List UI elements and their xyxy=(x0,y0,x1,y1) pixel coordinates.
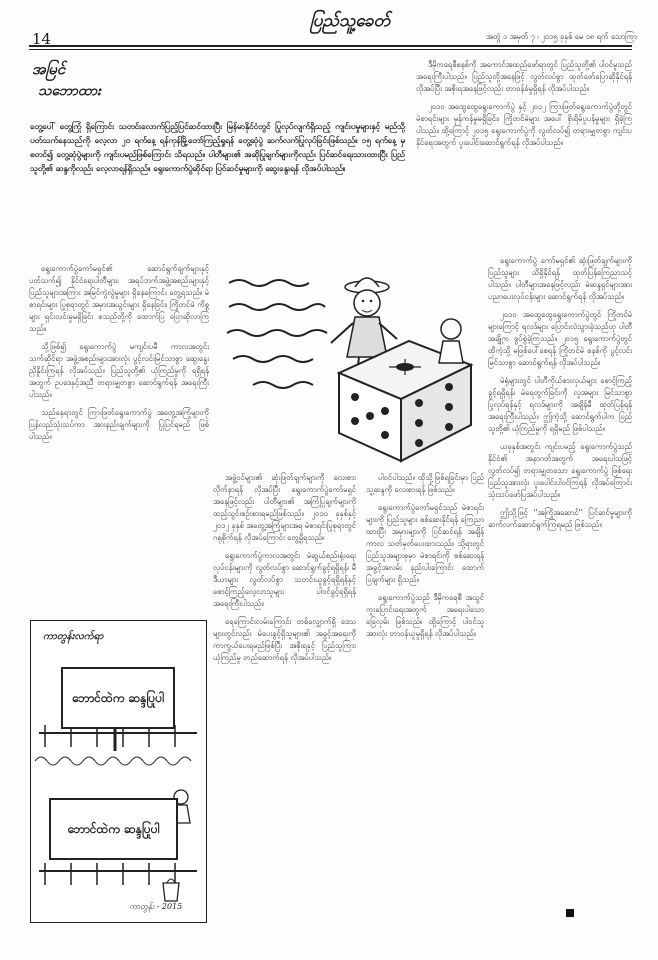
paragraph: ၂၀၁၀ အထွေထွေရွေးကောက်ပွဲတွင် ကြိုတင်မဲများကြောင့် ရလဒ်များ ပြောင်းလဲသွားခဲ့သည်ဟု ပါတီအချို့က စွပ်စွဲခဲ့ကြသည်။ ၂၀၁၅ ရွေးကောက်ပွဲတွင် ထိုကဲ့သို့ မဖြစ်ပေါ်စေရန် ကြိုတင်မဲ စနစ်ကို ပွင့်လင်းမြင်သာစွာ ဆောင်ရွက်ရန် လိုအပ်ပါသည်။ xyxy=(488,310,632,367)
paragraph: ဤသို့ဖြင့် ''အကြိုအဆောင်'' ပြင်ဆင်မှုများကို ဆက်လက်ဆောင်ရွက်ကြရမည် ဖြစ်သည်။ xyxy=(488,508,632,529)
fence-bottom xyxy=(39,863,197,885)
article-end-mark xyxy=(566,909,574,917)
paragraph: သည်နေရာတွင် ကြားဖြတ်ရွေးကောက်ပွဲ အတွေ့အကြုံများကို ပြန်လည်သုံးသပ်ကာ အားနည်းချက်များကို ပြုပြင်ရမည် ဖြစ်ပါသည်။ xyxy=(29,408,209,441)
paragraph: ရွေးကောက်ပွဲကာလအတွင်း မဲဆွယ်စည်းရုံးရေး လုပ်ငန်းများကို လွတ်လပ်စွာ ဆောင်ရွက်ခွင့်ရရှိရန်၊ မီဒီယာများ လွတ်လပ်စွာ သတင်းယူခွင့်ရရှိရန်နှင့် စောင့်ကြည့်လေ့လာသူများ ပါဝင်ခွင့်ရရှိရန် အရေးကြီးပါသည်။ xyxy=(213,551,356,608)
masthead-logo: ပြည်သူ့ခေတ် xyxy=(309,11,391,31)
body-column-4 xyxy=(488,255,632,926)
paragraph: ဒီမိုကရေစီစနစ်ကို အကောင်အထည်ဖော်ရာတွင် ပြည်သူတို့၏ ပါဝင်မှုသည် အရေးကြီးပါသည်။ ပြည်သူတို့အနေဖြင့် လွတ်လပ်စွာ ထုတ်ဖော်ပြောဆိုနိုင်ရန် လိုအပ်ပြီး အစိုးရအနေဖြင့်လည်း တာဝန်ခံမှုရှိရန် လိုအပ်ပါသည်။ xyxy=(416,60,632,93)
cartoonist-signature: ကာတွန်း - 2015 xyxy=(129,902,183,911)
paragraph: ပါဝင်ပါသည်။ ထိုသို့ဖြစ်ရခြင်းမှာ ပြည်သူ့ဆန္ဒကို လေးစားရန် ဖြစ်သည်။ xyxy=(366,473,484,494)
dice-cartoon xyxy=(219,263,481,469)
paragraph: ရွေးကောက်ပွဲကော်မရှင်၏ ဆောင်ရွက်ချက်များနှင့် ပတ်သက်၍ နိုင်ငံရေးပါတီများ၊ အရပ်ဘက်အဖွဲ့အစည်းများနှင့် ပြည်သူများအကြား အမြင်ကွဲလွဲမှုများ ရှိနေကြောင်း တွေ့ရသည်။ မဲစာရင်းများ ပြုစုရာတွင် အမှားအယွင်းများ ရှိနေခြင်း၊ ကြိုတင်မဲ ကိစ္စများ ရှင်းလင်းမှုမရှိခြင်း စသည်တို့ကို ထောက်ပြ ပြောဆိုလာကြသည်။ xyxy=(29,264,209,333)
right-top-column xyxy=(416,59,632,257)
paragraph: သို့ဖြစ်၍ ရွေးကောက်ပွဲ မကျင်းပမီ ကာလအတွင်း သက်ဆိုင်ရာ အဖွဲ့အစည်းများအားလုံး ပွင့်လင်းမြင်သာစွာ ဆွေးနွေးညှိနှိုင်းကြရန် လိုအပ်သည်။ ပြည်သူတို့၏ ယုံကြည်မှုကို ရရှိရန်အတွက် ဥပဒေနှင့်အညီ တရားမျှတစွာ ဆောင်ရွက်ရန် အရေးကြီးပါသည်။ xyxy=(29,342,209,399)
body-column-2 xyxy=(213,472,356,924)
paragraph: အဖွဲ့ဝင်များ၏ ဆုံးဖြတ်ချက်များကို လေးစားလိုက်နာရန် လိုအပ်ပြီး ရွေးကောက်ပွဲကော်မရှင်အနေဖြင့်လည်း ပါတီများ၏ အကြံပြုချက်များကို ထည့်သွင်းစဉ်းစားရမည်ဖြစ်သည်။ ၂၀၁၀ ခုနှစ်နှင့် ၂၀၁၂ ခုနှစ် အတွေ့အကြုံများအရ မဲစာရင်းပြုစုရာတွင် ဂရုစိုက်ရန် လိုအပ်ကြောင်း တွေ့ရှိရသည်။ xyxy=(213,473,356,542)
paragraph: ၂၀၁၀ အထွေထွေရွေးကောက်ပွဲ နှင့် ၂၀၁၂ ကြားဖြတ်ရွေးကောက်ပွဲတို့တွင် မဲစာရင်းများ မှန်ကန်မှုမရှိခြင်း၊ ကြိုတင်မဲများ အပေါ် စိုးရိမ်ပူပန်မှုများ ရှိခဲ့ကြပါသည်။ ထို့ကြောင့် ၂၀၁၅ ရွေးကောက်ပွဲကို လွတ်လပ်၍ တရားမျှတစွာ ကျင်းပနိုင်ရေးအတွက် ပူးပေါင်းဆောင်ရွက်ရန် လိုအပ်ပါသည်။ xyxy=(416,102,632,147)
body-column-3 xyxy=(366,472,484,924)
hidden-figure-behind-dice xyxy=(439,319,463,363)
boxed-cartoon xyxy=(30,620,207,923)
dice-cartoon-drawing xyxy=(219,263,481,469)
section-title-line2: သဘောထား xyxy=(38,83,101,99)
section-title-line1: အမြင် xyxy=(32,60,66,78)
paragraph: ရေကြောင်းလမ်းကြောင်း တစ်လျှောက်ရှိ ဒေသများတွင်လည်း မဲပေးခွင့်ရှိသူများ၏ အခွင့်အရေးကို ကာကွယ်ပေးရမည်ဖြစ်ပြီး အစိုးရနှင့် ပြည်သူကြား ယုံကြည်မှု တည်ဆောက်ရန် လိုအပ်ပါသည်။ xyxy=(213,617,356,662)
ground-grass-top xyxy=(35,757,191,765)
handwritten-caption xyxy=(227,280,327,388)
body-column-1 xyxy=(29,263,209,609)
header-rule xyxy=(29,45,632,47)
header-rule-thin xyxy=(29,49,632,50)
lead-paragraph: တွေ့ပေါ် တွေ့ကြုံ ရှိကြောင်း သတင်းလောက်ပြည့်ပြင်ဆင်ထားပြီး မြန်မာနိုင်ငံတွင် ပြုလုပ်လျက်ရှိသည့် ကျင်းပမှုများနှင့် မည်သို့ ပတ်သက်နေသည်ကို လေ့လာ ၂၀ ရက်နေ့ ရန်ကုန်မြို့တော်ကြည့်ရှုရန် တွေ့ဆုံပွဲ ဆက်လက်ပြုလုပ်ခြင်းဖြစ်သည်။ ၁၅ ရက်နေ့ မှ စတင်၍ တွေ့ဆုံပွဲများကို ကျင်းပမည်ဖြစ်ကြောင်း သိရသည်။ ပါတီများ၏ အဆိုပြုချက်များကိုလည်း ပြင်ဆင်ရေးသားထားပြီး ပြည်သူတို့၏ ဆန္ဒကိုလည်း လေ့လာရန်ရှိသည်။ ရွေးကောက်ပွဲဆိုင်ရာ ပြင်ဆင်မှုများကို ဆွေးနွေးရန် လိုအပ်ပါသည်။ xyxy=(30,121,405,173)
paragraph: ရွေးကောက်ပွဲကော်မရှင်သည် မဲစာရင်းများကို ပြည်သူများ စစ်ဆေးနိုင်ရန် ကြေညာထားပြီး အမှားများကို ပြင်ဆင်ရန် အချိန်ကာလ သတ်မှတ်ပေးထားသည်။ သို့ရာတွင် ပြည်သူအများစုမှာ မဲစာရင်းကို စစ်ဆေးရန် အခွင့်အလမ်း နည်းပါးကြောင်း ထောက်ပြချက်များ ရှိသည်။ xyxy=(366,503,484,584)
issue-date-line: အတွဲ ၁ အမှတ် ၇ ၊ ၂၀၁၅ ခုနှစ် မေ ၁၈ ရက် သောကြာ xyxy=(486,32,637,41)
paragraph: မဲရုံများတွင် ပါတီကိုယ်စားလှယ်များ စောင့်ကြည့်ခွင့်ရရှိရန်၊ မဲရေတွက်ခြင်းကို လူအများ မြင်သာစွာ ပြုလုပ်ရန်နှင့် ရလဒ်များကို အချိန်မီ ထုတ်ပြန်ရန် အရေးကြီးပါသည်။ ဤကဲ့သို့ ဆောင်ရွက်ပါက ပြည်သူတို့၏ ယုံကြည်မှုကို ရရှိမည် ဖြစ်ပါသည်။ xyxy=(488,376,632,433)
paragraph: ရွေးကောက်ပွဲ ကော်မရှင်၏ ဆုံးဖြတ်ချက်များကို ပြည်သူများ သိရှိနိုင်ရန် ထုတ်ပြန်ကြေညာသင့်ပါသည်။ ပါတီများအနေဖြင့်လည်း မဲဆန္ဒရှင်များအား ပညာပေးလုပ်ငန်းများ ဆောင်ရွက်ရန် လိုအပ်သည်။ xyxy=(488,256,632,301)
boxed-cartoon-title: ကာတွန်းလက်ရာ xyxy=(43,631,104,642)
section-title-logo xyxy=(32,58,122,110)
paragraph: ရွေးကောက်ပွဲသည် ဒီမိုကရေစီ အသွင်ကူးပြောင်းရေးအတွက် အရေးပါသော ခြေလှမ်း ဖြစ်သည်။ ထို့ကြောင့် ပါဝင်သူအားလုံး တာဝန်ယူမှုရှိရန် လိုအပ်ပါသည်။ xyxy=(366,593,484,638)
paragraph: ယခုနှစ်အတွင်း ကျင်းပမည့် ရွေးကောက်ပွဲသည် နိုင်ငံ၏ အနာဂတ်အတွက် အရေးပါသဖြင့် လွတ်လပ်၍ တရားမျှတသော ရွေးကောက်ပွဲ ဖြစ်ရေး ပြည်သူအားလုံး ပူးပေါင်းပါဝင်ကြရန် လိုအပ်ကြောင်း သုံးသပ်ဖော်ပြအပ်ပါသည်။ xyxy=(488,442,632,499)
sign-bottom: ဘောင်ထဲက ဆန္ဒပြုပါ xyxy=(49,798,178,860)
paint-bucket-icon xyxy=(163,879,179,901)
sign-top: ဘောင်ထဲက ဆန္ဒပြုပါ xyxy=(61,667,175,729)
page-number: 14 xyxy=(32,30,52,48)
